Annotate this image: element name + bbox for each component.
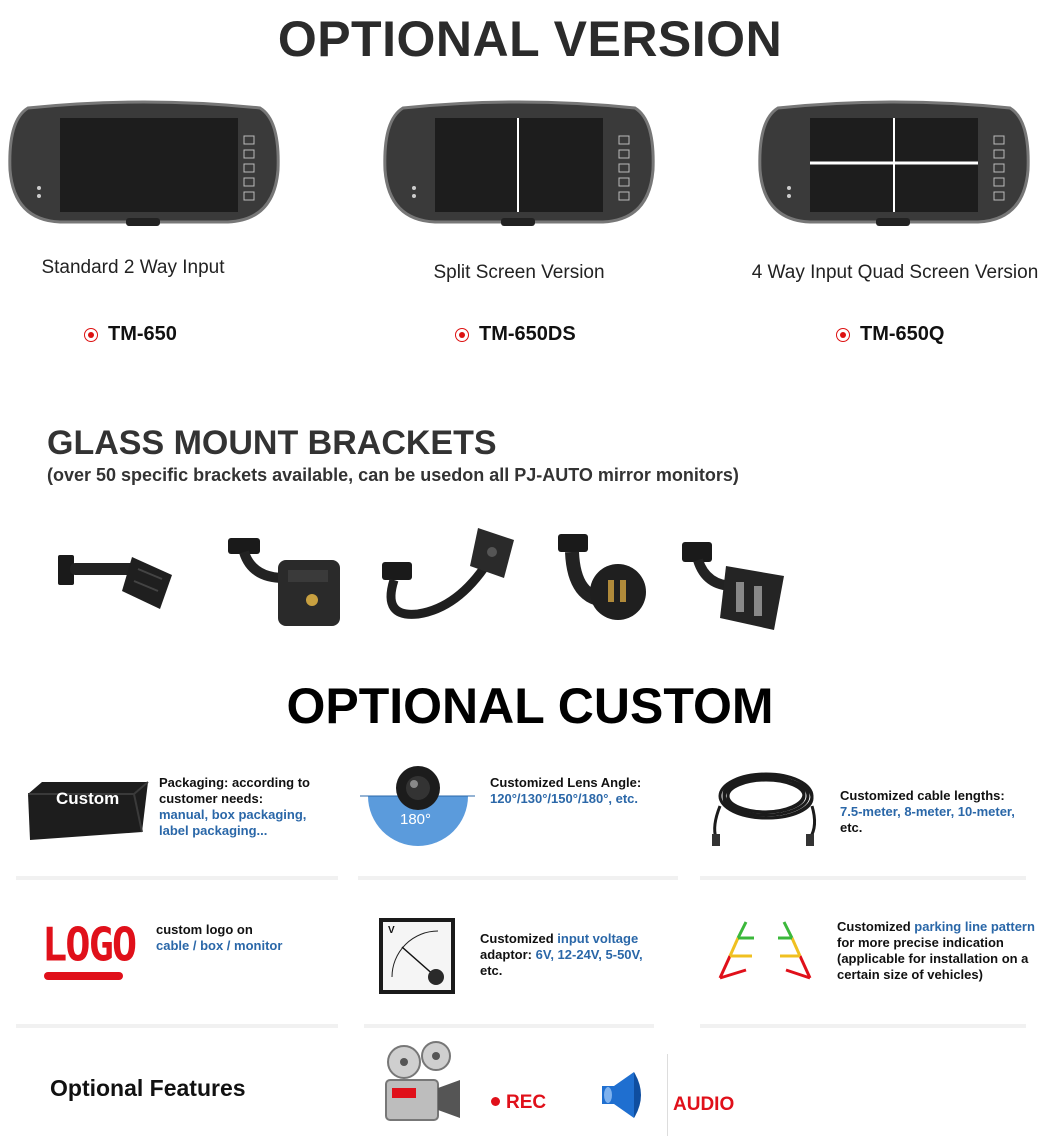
logo-options: cable / box / monitor (156, 938, 283, 953)
optional-custom-title: OPTIONAL CUSTOM (286, 678, 774, 734)
divider (700, 876, 1026, 880)
logo-underline (44, 972, 123, 980)
voltmeter-letter: V (388, 925, 395, 936)
vertical-divider (667, 1054, 668, 1136)
lens-desc: Customized Lens Angle: (490, 775, 642, 790)
optional-version-title: OPTIONAL VERSION (277, 11, 783, 67)
caption-split: Split Screen Version (433, 262, 605, 283)
voltage-options: 6V, 12-24V, 5-50V, (535, 947, 643, 962)
optional-features-title: Optional Features (50, 1075, 246, 1101)
voltage-mid: adaptor: (480, 947, 536, 962)
model-label: TM-650DS (479, 323, 576, 345)
lens-text (490, 775, 690, 807)
divider (364, 1024, 654, 1028)
bracket-4-image (552, 528, 650, 628)
voltage-tail: etc. (480, 963, 503, 978)
model-tm650q (836, 323, 944, 346)
cable-tail: etc. (840, 820, 863, 835)
caption-quad: 4 Way Input Quad Screen Version (751, 262, 1039, 283)
brackets-title: GLASS MOUNT BRACKETS (47, 424, 497, 462)
monitor-quad-image (758, 100, 1030, 236)
lens-angle-badge: 180° (400, 811, 432, 828)
divider (16, 1024, 338, 1028)
voltage-highlight: input voltage (557, 931, 639, 946)
logo-text (156, 922, 336, 954)
caption-standard: Standard 2 Way Input (41, 257, 225, 278)
model-tm650ds (455, 323, 576, 346)
packaging-options: manual, box packaging, label packaging... (159, 807, 307, 838)
parking-desc: for more precise indication (applicable for installation on a certain size of vehicles) (837, 935, 1029, 982)
packaging-desc: Packaging: according to customer needs: (159, 775, 310, 806)
rec-label: REC (506, 1092, 547, 1113)
voltage-text (480, 931, 665, 979)
parking-highlight: parking line pattern (914, 919, 1035, 934)
speaker-icon (596, 1070, 648, 1120)
film-camera-icon (378, 1040, 464, 1130)
lens-options: 120°/130°/150°/180°, etc. (490, 791, 639, 806)
red-bullet-icon (455, 328, 469, 342)
logo-desc: custom logo on (156, 922, 253, 937)
monitor-standard-image (8, 100, 280, 236)
red-bullet-icon (836, 328, 850, 342)
cable-desc: Customized cable lengths: (840, 788, 1005, 803)
bracket-2-image (222, 528, 347, 633)
voltage-pre: Customized (480, 931, 558, 946)
divider (358, 876, 678, 880)
model-label: TM-650Q (860, 323, 945, 345)
bracket-1-image (50, 535, 185, 615)
monitor-split-image (383, 100, 655, 236)
model-tm650 (84, 323, 177, 346)
divider (700, 1024, 1026, 1028)
custom-box-label: Custom (56, 789, 120, 808)
bracket-3-image (378, 522, 520, 627)
logo-sample: LOGO (42, 917, 136, 972)
cable-options: 7.5-meter, 8-meter, 10-meter, (840, 804, 1015, 819)
audio-label: AUDIO (673, 1094, 735, 1115)
model-label: TM-650 (108, 323, 177, 345)
parking-text (837, 919, 1052, 983)
bracket-5-image (676, 530, 791, 638)
cable-text (840, 788, 1040, 836)
lens-angle-image (360, 764, 475, 848)
red-bullet-icon (84, 328, 98, 342)
record-dot-icon (491, 1097, 500, 1106)
parking-pre: Customized (837, 919, 915, 934)
divider (16, 876, 338, 880)
parking-lines-image (712, 918, 822, 982)
cable-image (706, 766, 826, 850)
packaging-text (159, 775, 329, 839)
custom-box-image (22, 776, 152, 844)
brackets-subtitle: (over 50 specific brackets available, can be usedon all PJ-AUTO mirror monitors) (47, 465, 739, 485)
